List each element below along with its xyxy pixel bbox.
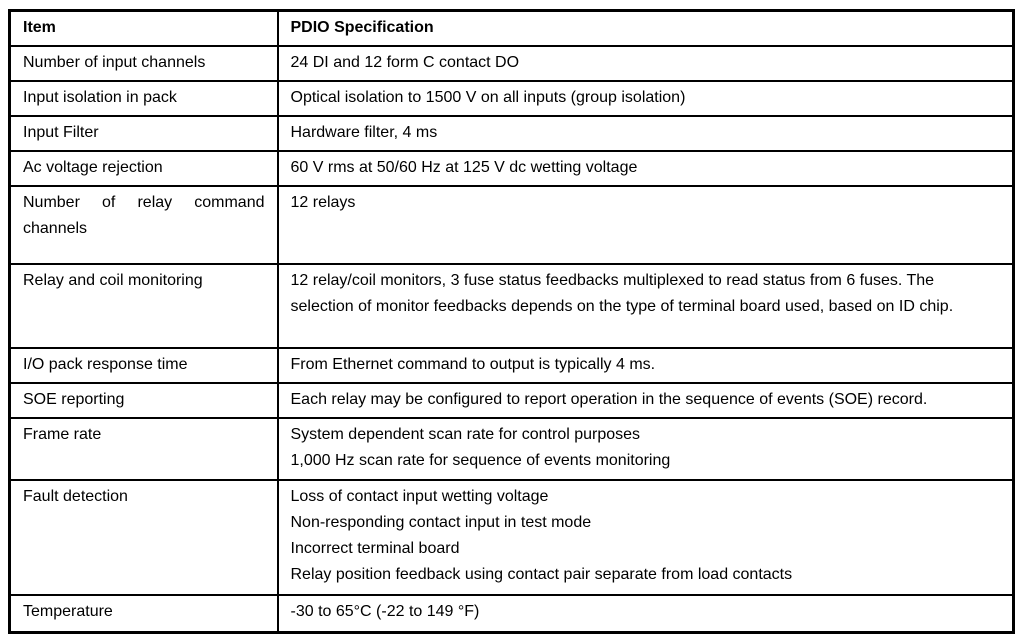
item-cell: [10, 81, 278, 116]
item-cell: [10, 383, 278, 418]
table-row: [10, 264, 1014, 348]
item-label: SOE reporting: [23, 391, 125, 408]
item-label: I/O pack response time: [23, 356, 188, 373]
table-row: [10, 348, 1014, 383]
item-label: Relay and coil monitoring: [23, 272, 203, 289]
spec-line: System dependent scan rate for control purposes: [290, 426, 641, 443]
spec-line: 1,000 Hz scan rate for sequence of events monitoring: [290, 452, 671, 469]
spec-line: 60 V rms at 50/60 Hz at 125 V dc wetting voltage: [290, 159, 638, 176]
spec-line: -30 to 65°C (-22 to 149 °F): [290, 603, 480, 620]
item-label: Ac voltage rejection: [23, 159, 163, 176]
table-row: [10, 151, 1014, 186]
item-label: Frame rate: [23, 426, 102, 443]
item-label: Fault detection: [23, 488, 128, 505]
item-cell: [10, 480, 278, 595]
spec-cell: [278, 480, 1014, 595]
pdio-specification-table: [8, 9, 1015, 634]
item-cell: [10, 151, 278, 186]
item-cell: [10, 46, 278, 81]
spec-cell: [278, 46, 1014, 81]
item-label: Number of input channels: [23, 54, 206, 71]
item-cell: [10, 186, 278, 264]
spec-cell: [278, 383, 1014, 418]
table-row: [10, 418, 1014, 480]
table-row: [10, 383, 1014, 418]
spec-cell: [278, 116, 1014, 151]
item-label: Input Filter: [23, 124, 99, 141]
table-row: [10, 116, 1014, 151]
spec-line: Optical isolation to 1500 V on all inputs (group isolation): [290, 89, 686, 106]
spec-line: Incorrect terminal board: [290, 540, 460, 557]
item-cell: [10, 264, 278, 348]
spec-cell: [278, 186, 1014, 264]
spec-line: Each relay may be configured to report operation in the sequence of events (SOE) record.: [290, 391, 928, 408]
spec-line: Hardware filter, 4 ms: [290, 124, 438, 141]
spec-line: Non-responding contact input in test mode: [290, 514, 592, 531]
table-row: [10, 595, 1014, 632]
item-label: Temperature: [23, 603, 113, 620]
spec-cell: [278, 81, 1014, 116]
column-header-pdio-specification: PDIO Specification: [278, 11, 1014, 47]
spec-cell: [278, 264, 1014, 348]
spec-cell: [278, 151, 1014, 186]
item-cell: [10, 116, 278, 151]
spec-cell: [278, 595, 1014, 632]
table-row: [10, 81, 1014, 116]
item-cell: [10, 595, 278, 632]
spec-line: Relay position feedback using contact pair separate from load contacts: [290, 566, 793, 583]
spec-line: 12 relay/coil monitors, 3 fuse status feedbacks multiplexed to read status from 6 fuses. The selection of monitor feedbacks depends on the type of terminal board used, based on ID chip.: [290, 272, 954, 315]
table-row: [10, 186, 1014, 264]
item-label: Input isolation in pack: [23, 89, 177, 106]
spec-cell: [278, 348, 1014, 383]
spec-cell: [278, 418, 1014, 480]
table-header-row: [10, 11, 1014, 47]
spec-line: 12 relays: [290, 194, 356, 211]
table-row: [10, 480, 1014, 595]
table-row: [10, 46, 1014, 81]
item-label: Number of relay command channels: [23, 194, 265, 237]
spec-line: 24 DI and 12 form C contact DO: [290, 54, 520, 71]
spec-line: Loss of contact input wetting voltage: [290, 488, 549, 505]
item-cell: [10, 348, 278, 383]
item-cell: [10, 418, 278, 480]
column-header-item: Item: [10, 11, 278, 47]
spec-line: From Ethernet command to output is typically 4 ms.: [290, 356, 656, 373]
